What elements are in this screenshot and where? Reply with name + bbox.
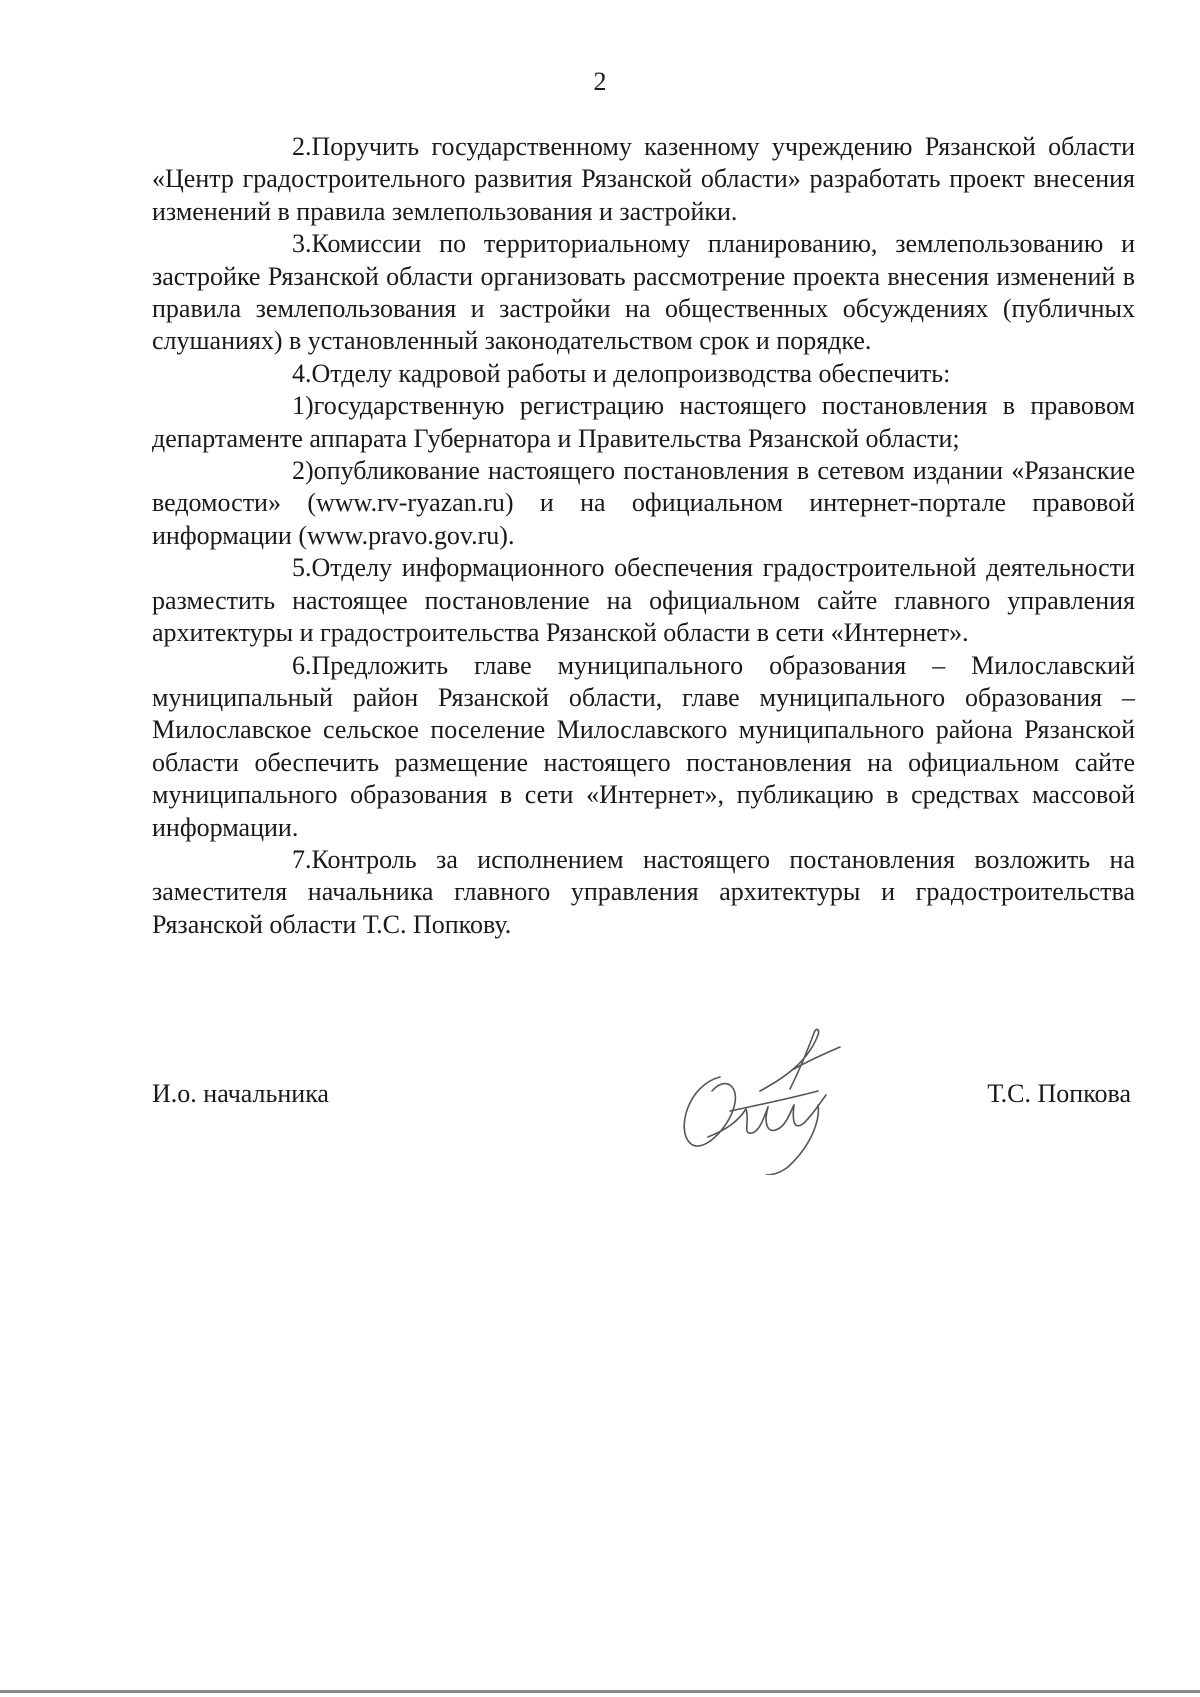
document-body [152, 131, 1135, 941]
paragraph-number: 4. [292, 358, 312, 388]
paragraph-number: 6. [292, 650, 312, 680]
paragraph-number: 1) [292, 391, 314, 421]
paragraph-number: 2. [292, 132, 312, 161]
paragraph-text: Поручить государственному казенному учреждению Рязанской области «Центр градостроительного развития Рязанской области» разработать проект внесения изменений в правила землепользования и застройки. [152, 132, 1135, 226]
paragraph-4-2 [152, 455, 1135, 552]
paragraph-text: Отделу информационного обеспечения градостроительной деятельности разместить настоящее постановление на официальном сайте главного управления архитектуры и градостроительства Рязанской области в сети «Интернет». [152, 553, 1135, 648]
paragraph-text: Контроль за исполнением настоящего постановления возложить на заместителя начальника главного управления архитектуры и градостроительства Рязанской области Т.С. Попкову. [152, 844, 1135, 939]
paragraph-5 [152, 552, 1135, 649]
page-number: 2 [593, 67, 607, 96]
signer-title: И.о. начальника [152, 1079, 329, 1108]
paragraph-number: 5. [292, 553, 312, 583]
paragraph-3 [152, 228, 1135, 358]
paragraph-7 [152, 844, 1135, 941]
paragraph-text: Предложить главе муниципального образования – Милославский муниципальный район Рязанской области, главе муниципального образования – Милославское сельское поселение Милославского муниципального района Рязанской области обеспечить размещение настоящего постановления на официальном сайте муниципального образования в сети «Интернет», публикацию в средствах массовой информации. [152, 650, 1135, 842]
paragraph-number: 7. [292, 844, 312, 874]
paragraph-number: 3. [292, 229, 312, 259]
signer-name: Т.С. Попкова [987, 1079, 1131, 1108]
paragraph-text: Отделу кадровой работы и делопроизводства обеспечить: [311, 358, 951, 388]
paragraph-6 [152, 650, 1135, 844]
paragraph-4 [152, 358, 1135, 390]
paragraph-4-1 [152, 390, 1135, 455]
paragraph-number: 2) [292, 456, 314, 486]
paragraph-text: государственную регистрацию настоящего постановления в правовом департаменте аппарата Губернатора и Правительства Рязанской области; [152, 391, 1135, 453]
signature-block [152, 1078, 1135, 1118]
scan-edge-line [0, 1690, 1200, 1693]
paragraph-text: опубликование настоящего постановления в сетевом издании «Рязанские ведомости» (www.rv-ryazan.ru) и на официальном интернет-портале правовой информации (www.pravo.gov.ru). [152, 456, 1135, 550]
paragraph-text: Комиссии по территориальному планированию, землепользованию и застройке Рязанской области организовать рассмотрение проекта внесения изменений в правила землепользования и застройки на общественных обсуждениях (публичных слушаниях) в установленный законодательством срок и порядке. [152, 229, 1135, 356]
paragraph-2 [152, 131, 1135, 228]
